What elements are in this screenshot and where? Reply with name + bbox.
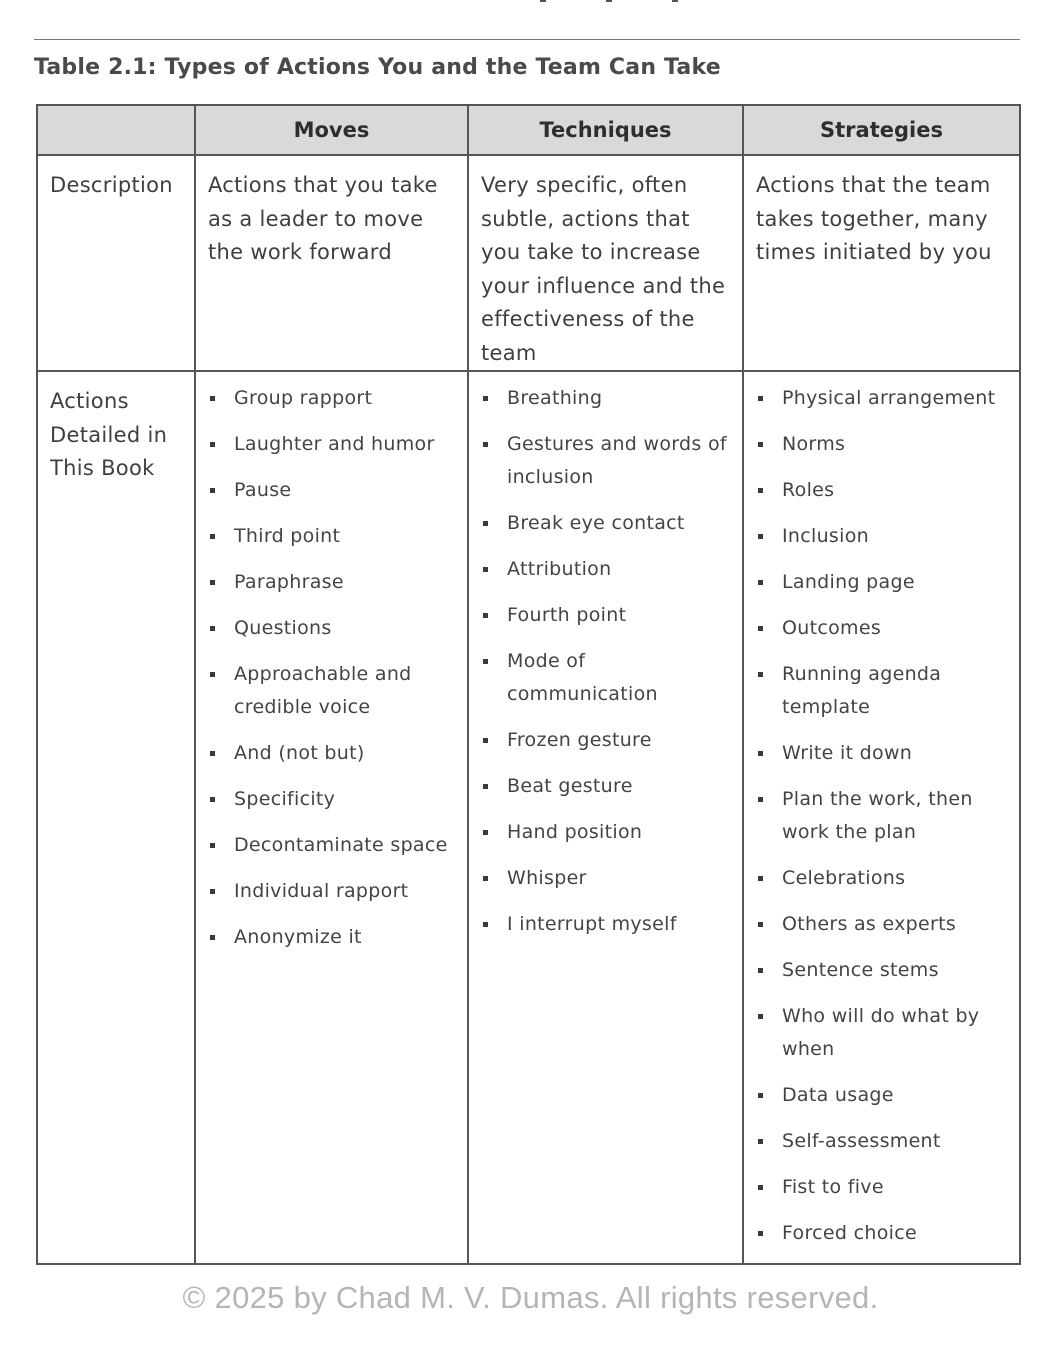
column-header-techniques: Techniques: [468, 105, 743, 155]
row-label-description: Description: [50, 173, 173, 197]
techniques-list-item: Whisper: [481, 862, 736, 895]
techniques-list-item: Break eye contact: [481, 507, 736, 540]
table-caption: Table 2.1: Types of Actions You and the Team Can Take: [34, 55, 721, 80]
strategies-list-item: Others as experts: [756, 908, 1013, 941]
moves-list-item: Paraphrase: [208, 566, 461, 599]
column-header-strategies: Strategies: [743, 105, 1020, 155]
strategies-list-item: Who will do what by when: [756, 1000, 1013, 1066]
techniques-actions-cell: [468, 371, 743, 1264]
actions-label-cell: [37, 371, 195, 1264]
moves-list-item: Approachable and credible voice: [208, 658, 461, 724]
actions-row: [37, 371, 1020, 1264]
strategies-list-item: Fist to five: [756, 1171, 1013, 1204]
strategies-list-item: Plan the work, then work the plan: [756, 783, 1013, 849]
header-row: [37, 105, 1020, 155]
techniques-list-item: Attribution: [481, 553, 736, 586]
header-rule: [34, 39, 1020, 40]
strategies-list-item: Outcomes: [756, 612, 1013, 645]
strategies-list-item: Data usage: [756, 1079, 1013, 1112]
column-header-empty: [37, 105, 195, 155]
copyright-notice: © 2025 by Chad M. V. Dumas. All rights reserved.: [182, 1280, 879, 1315]
moves-actions-cell: [195, 371, 468, 1264]
techniques-list-item: I interrupt myself: [481, 908, 736, 941]
techniques-list-item: Frozen gesture: [481, 724, 736, 757]
techniques-list-item: Beat gesture: [481, 770, 736, 803]
techniques-list-item: Breathing: [481, 382, 736, 415]
strategies-list-item: Self-assessment: [756, 1125, 1013, 1158]
moves-list: [196, 372, 467, 954]
strategies-list: [744, 372, 1019, 1250]
description-label-cell: [37, 155, 195, 371]
moves-list-item: Laughter and humor: [208, 428, 461, 461]
description-row: [37, 155, 1020, 371]
row-label-actions: Actions Detailed in This Book: [50, 389, 168, 480]
moves-list-item: Questions: [208, 612, 461, 645]
moves-list-item: And (not but): [208, 737, 461, 770]
techniques-list-item: Mode of communication: [481, 645, 736, 711]
column-header-moves: Moves: [195, 105, 468, 155]
techniques-list: [469, 372, 742, 941]
moves-list-item: Group rapport: [208, 382, 461, 415]
previous-page-text-fragment: [540, 0, 780, 2]
strategies-list-item: Write it down: [756, 737, 1013, 770]
strategies-list-item: Running agenda template: [756, 658, 1013, 724]
strategies-list-item: Inclusion: [756, 520, 1013, 553]
strategies-list-item: Norms: [756, 428, 1013, 461]
strategies-description-cell: [743, 155, 1020, 371]
strategies-description: Actions that the team takes together, many times initiated by you: [756, 173, 992, 264]
moves-description: Actions that you take as a leader to move the work forward: [208, 173, 438, 264]
moves-list-item: Third point: [208, 520, 461, 553]
strategies-list-item: Roles: [756, 474, 1013, 507]
techniques-list-item: Hand position: [481, 816, 736, 849]
strategies-list-item: Celebrations: [756, 862, 1013, 895]
strategies-list-item: Landing page: [756, 566, 1013, 599]
moves-list-item: Decontaminate space: [208, 829, 461, 862]
strategies-list-item: Physical arrangement: [756, 382, 1013, 415]
strategies-list-item: Forced choice: [756, 1217, 1013, 1250]
techniques-description-cell: [468, 155, 743, 371]
techniques-list-item: Fourth point: [481, 599, 736, 632]
actions-table: [36, 104, 1021, 1265]
techniques-list-item: Gestures and words of inclusion: [481, 428, 736, 494]
techniques-description: Very specific, often subtle, actions that you take to increase your influence and the effectiveness of the team: [481, 173, 726, 365]
moves-description-cell: [195, 155, 468, 371]
strategies-actions-cell: [743, 371, 1020, 1264]
strategies-list-item: Sentence stems: [756, 954, 1013, 987]
moves-list-item: Anonymize it: [208, 921, 461, 954]
moves-list-item: Pause: [208, 474, 461, 507]
moves-list-item: Individual rapport: [208, 875, 461, 908]
moves-list-item: Specificity: [208, 783, 461, 816]
